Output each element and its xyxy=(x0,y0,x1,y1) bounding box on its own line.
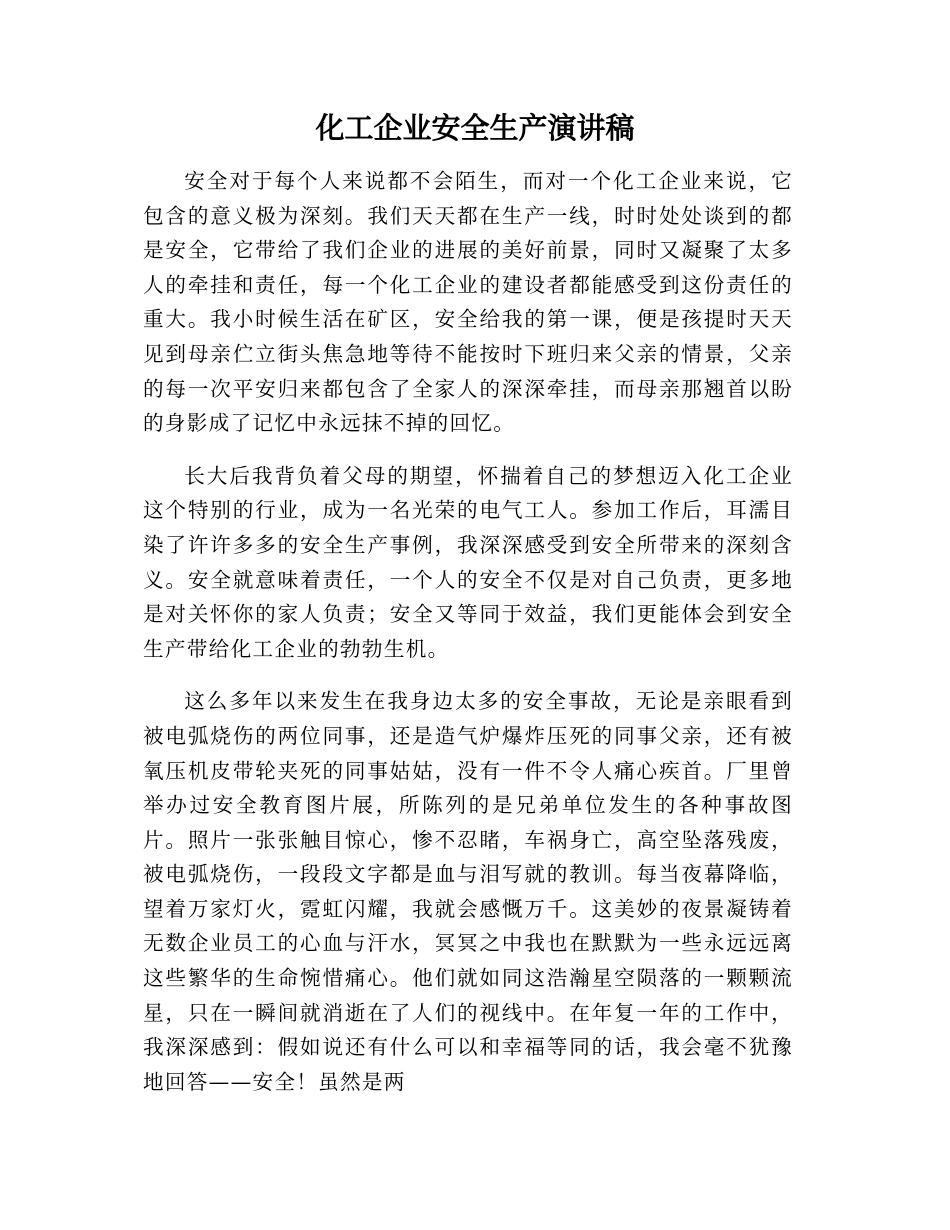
paragraph-3: 这么多年以来发生在我身边太多的安全事故，无论是亲眼看到被电弧烧伤的两位同事，还是造气炉爆炸压死的同事父亲，还有被氧压机皮带轮夹死的同事姑姑，没有一件不令人痛心疾首。厂里曾举办过安全教育图片展，所陈列的是兄弟单位发生的各种事故图片。照片一张张触目惊心，惨不忍睹，车祸身亡，高空坠落残废，被电弧烧伤，一段段文字都是血与泪写就的教训。每当夜幕降临，望着万家灯火，霓虹闪耀，我就会感慨万千。这美妙的夜景凝铸着无数企业员工的心血与汗水，冥冥之中我也在默默为一些永远远离这些繁华的生命惋惜痛心。他们就如同这浩瀚星空陨落的一颗颗流星，只在一瞬间就消逝在了人们的视线中。在年复一年的工作中，我深深感到：假如说还有什么可以和幸福等同的话，我会毫不犹豫地回答——安全！虽然是两 xyxy=(143,689,793,1094)
paragraph-1: 安全对于每个人来说都不会陌生，而对一个化工企业来说，它包含的意义极为深刻。我们天天都在生产一线，时时处处谈到的都是安全，它带给了我们企业的进展的美好前景，同时又凝聚了太多人的牵挂和责任，每一个化工企业的建设者都能感受到这份责任的重大。我小时候生活在矿区，安全给我的第一课，便是孩提时天天见到母亲伫立街头焦急地等待不能按时下班归来父亲的情景，父亲的每一次平安归来都包含了全家人的深深牵挂，而母亲那翘首以盼的身影成了记忆中永远抹不掉的回忆。 xyxy=(143,169,793,436)
document-body xyxy=(143,164,793,1117)
document-title: 化工企业安全生产演讲稿 xyxy=(315,111,635,145)
paragraph-2: 长大后我背负着父母的期望，怀揣着自己的梦想迈入化工企业这个特别的行业，成为一名光荣的电气工人。参加工作后，耳濡目染了许许多多的安全生产事例，我深深感受到安全所带来的深刻含义。安全就意味着责任，一个人的安全不仅是对自己负责，更多地是对关怀你的家人负责；安全又等同于效益，我们更能体会到安全生产带给化工企业的勃勃生机。 xyxy=(143,463,793,661)
